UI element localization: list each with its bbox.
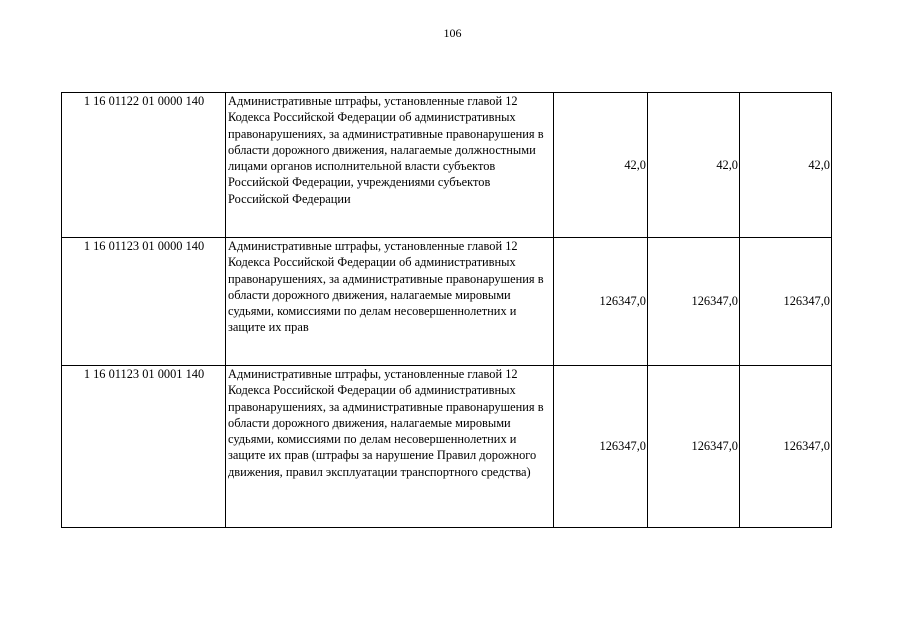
budget-code-cell: 1 16 01122 01 0000 140: [62, 93, 226, 238]
value-cell: 42,0: [740, 93, 832, 238]
description-cell: Административные штрафы, установленные главой 12 Кодекса Российской Федерации об административных правонарушениях, за административные правонарушения в области дорожного движения, налагаемые должностными лицами органов исполнительной власти субъектов Российской Федерации, учреждениями субъектов Российской Федерации: [226, 93, 554, 238]
value-cell: 126347,0: [554, 366, 648, 528]
page-number: 106: [443, 26, 462, 40]
value-cell: 126347,0: [740, 238, 832, 366]
value-cell: 42,0: [554, 93, 648, 238]
revenue-table: [61, 92, 832, 528]
value-cell: 126347,0: [648, 238, 740, 366]
budget-code-cell: 1 16 01123 01 0001 140: [62, 366, 226, 528]
value-cell: 126347,0: [740, 366, 832, 528]
value-cell: 42,0: [648, 93, 740, 238]
table-row: [62, 366, 832, 528]
budget-code-cell: 1 16 01123 01 0000 140: [62, 238, 226, 366]
description-cell: Административные штрафы, установленные главой 12 Кодекса Российской Федерации об административных правонарушениях, за административные правонарушения в области дорожного движения, налагаемые мировыми судьями, комиссиями по делам несовершеннолетних и защите их прав (штрафы за нарушение Правил дорожного движения, правил эксплуатации транспортного средства): [226, 366, 554, 528]
table-row: [62, 238, 832, 366]
description-cell: Административные штрафы, установленные главой 12 Кодекса Российской Федерации об административных правонарушениях, за административные правонарушения в области дорожного движения, налагаемые мировыми судьями, комиссиями по делам несовершеннолетних и защите их прав: [226, 238, 554, 366]
table-row: [62, 93, 832, 238]
value-cell: 126347,0: [554, 238, 648, 366]
value-cell: 126347,0: [648, 366, 740, 528]
